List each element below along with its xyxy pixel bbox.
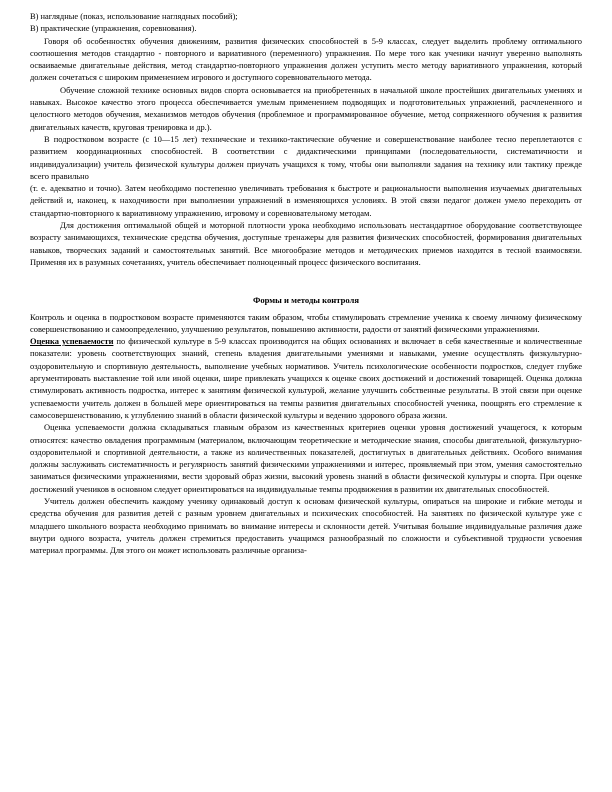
paragraph-adolescent-age: В подростковом возрасте (с 10—15 лет) технические и технико-тактические обучение и совершенствование наиболее тесно переплетаются с развитием координационных способностей. В соответствии с дидактическими принципами (последовательности, систематичности и индивидуализации) учитель физической культуры должен приучать учащихся к тому, чтобы они выполняли задания на технику или тактику прежде всего правильно — [30, 133, 582, 181]
method-list-item-visual: В) наглядные (показ, использование наглядных пособий); — [30, 11, 238, 21]
paragraph-teacher-access: Учитель должен обеспечить каждому ученику одинаковый доступ к основам физической культуры, опираться на широкие и гибкие методы и средства обучения для развития детей с разным уровнем двигательных и психических способностей. На занятиях по физической культуре уже с младшего школьного возраста необходимо принимать во внимание интересы и склонности детей. Учитывая большие индивидуальные различия даже внутри одного возраста, учитель должен стремиться предоставить учащимся разнообразный по сложности и субъективной трудности усвоения материал программы. Для этого он может использовать различные организа- — [30, 495, 582, 556]
method-list-item-practical: В) практические (упражнения, соревнования). — [30, 23, 197, 34]
paragraph-grading-criteria: Оценка успеваемости должна складываться главным образом из качественных критериев оценки уровня достижений учащегося, к которым относятся: качество овладения программным (материалом, включающим теоретические и методические знания, способы двигательной, физкультурно-оздоровительной и спортивной деятельности, а также из количественных показателей, достигнутых в двигательных действиях. Особого внимания должны заслуживать систематичность и регулярность занятий физическими упражнениями и интерес, проявляемый при этом, умения самостоятельно заниматься физическими упражнениями, вести здоровый образ жизни, высокий уровень знаний в области физической культуры и спорта. При оценке достижений учеников в основном следует ориентироваться на индивидуальные темпы продвижения в развитии их двигательных способностей. — [30, 422, 582, 494]
paragraph-lesson-density: Для достижения оптимальной общей и моторной плотности урока необходимо использовать нестандартное оборудование соответствующее возрасту занимающихся, технические средства обучения, доступные тренажеры для развития физических способностей, формирования двигательных навыков, творческих заданий и самостоятельных занятий. Все многообразие методов и методических приемов находится в тесной взаимосвязи. Применяя их в разумных сочетаниях, учитель обеспечивает полноценный процесс физического воспитания. — [30, 220, 582, 267]
paragraph-adolescent-age-cont: (т. е. адекватно и точно). Затем необходимо постепенно увеличивать требования к быстроте и рациональности выполнения изучаемых двигательных действий и, наконец, к находчивости при выполнении упражнений в изменяющихся условиях. В этой связи педагог должен умело переходить от стандартно-повторного к вариативному упражнению, игровому и соревновательному методам. — [30, 183, 582, 218]
paragraph-complex-technique: Обучение сложной технике основных видов спорта основывается на приобретенных в начальной школе простейших двигательных умениях и навыках. Высокое качество этого процесса обеспечивается умелым применением подводящих и подготовительных упражнений, расчлененного и целостного методов обучения, механизмов методов обучения (проблемное и программированное обучение, метод сопряженного обучения к развития двигательных качеств, круговая тренировка и др.). — [30, 84, 582, 132]
paragraph-control-intro: Контроль и оценка в подростковом возрасте применяются таким образом, чтобы стимулировать стремление ученика к своему личному физическому совершенствованию и самоопределению, улучшению результатов, повышению активности, радости от занятий физическими упражнениями. — [30, 311, 582, 334]
section-heading-control: Формы и методы контроля — [252, 295, 360, 306]
paragraph-movement-teaching: Говоря об особенностях обучения движениям, развития физических способностей в 5-9 классах, следует выделить проблему оптимального соотношения методов стандартно - повторного и вариативного (переменного) упражнения. По мере того как ученики начнут уверенно выполнять осваиваемые двигательные действия, метод стандартно-повторного упражнения должен уступить место методу вариативного упражнения, который должен сочетаться с широким применением игрового и доступного соревновательного метода. — [30, 35, 582, 83]
grading-lead-term: Оценка успеваемости — [30, 336, 114, 347]
document-page — [30, 10, 582, 556]
grading-body-text: по физической культуре в 5-9 классах производится на общих основаниях и включает в себя качественные и количественные показатели: уровень соответствующих знаний, степень владения двигательными умениями и навыками, умение осуществлять физкультурно-оздоровительную и спортивную деятельность, выполнение учебных нормативов. Учитель психологические особенности подростков, следует глубже аргументировать выставление той или иной оценки, шире привлекать учащихся к оценке своих достижений и достижений товарищей. Оценка должна стимулировать активность подростка, интерес к занятиям физической культурой, желание улучшить собственные результаты. В этой связи при оценке успеваемости учитель должен в большей мере ориентироваться на темпы развития двигательных способностей ученика, поощрять его стремление к самосовершенствованию, к углублению знаний в области физической культуры и ведению здорового образа жизни. — [30, 336, 582, 420]
paragraph-grading — [30, 335, 582, 421]
